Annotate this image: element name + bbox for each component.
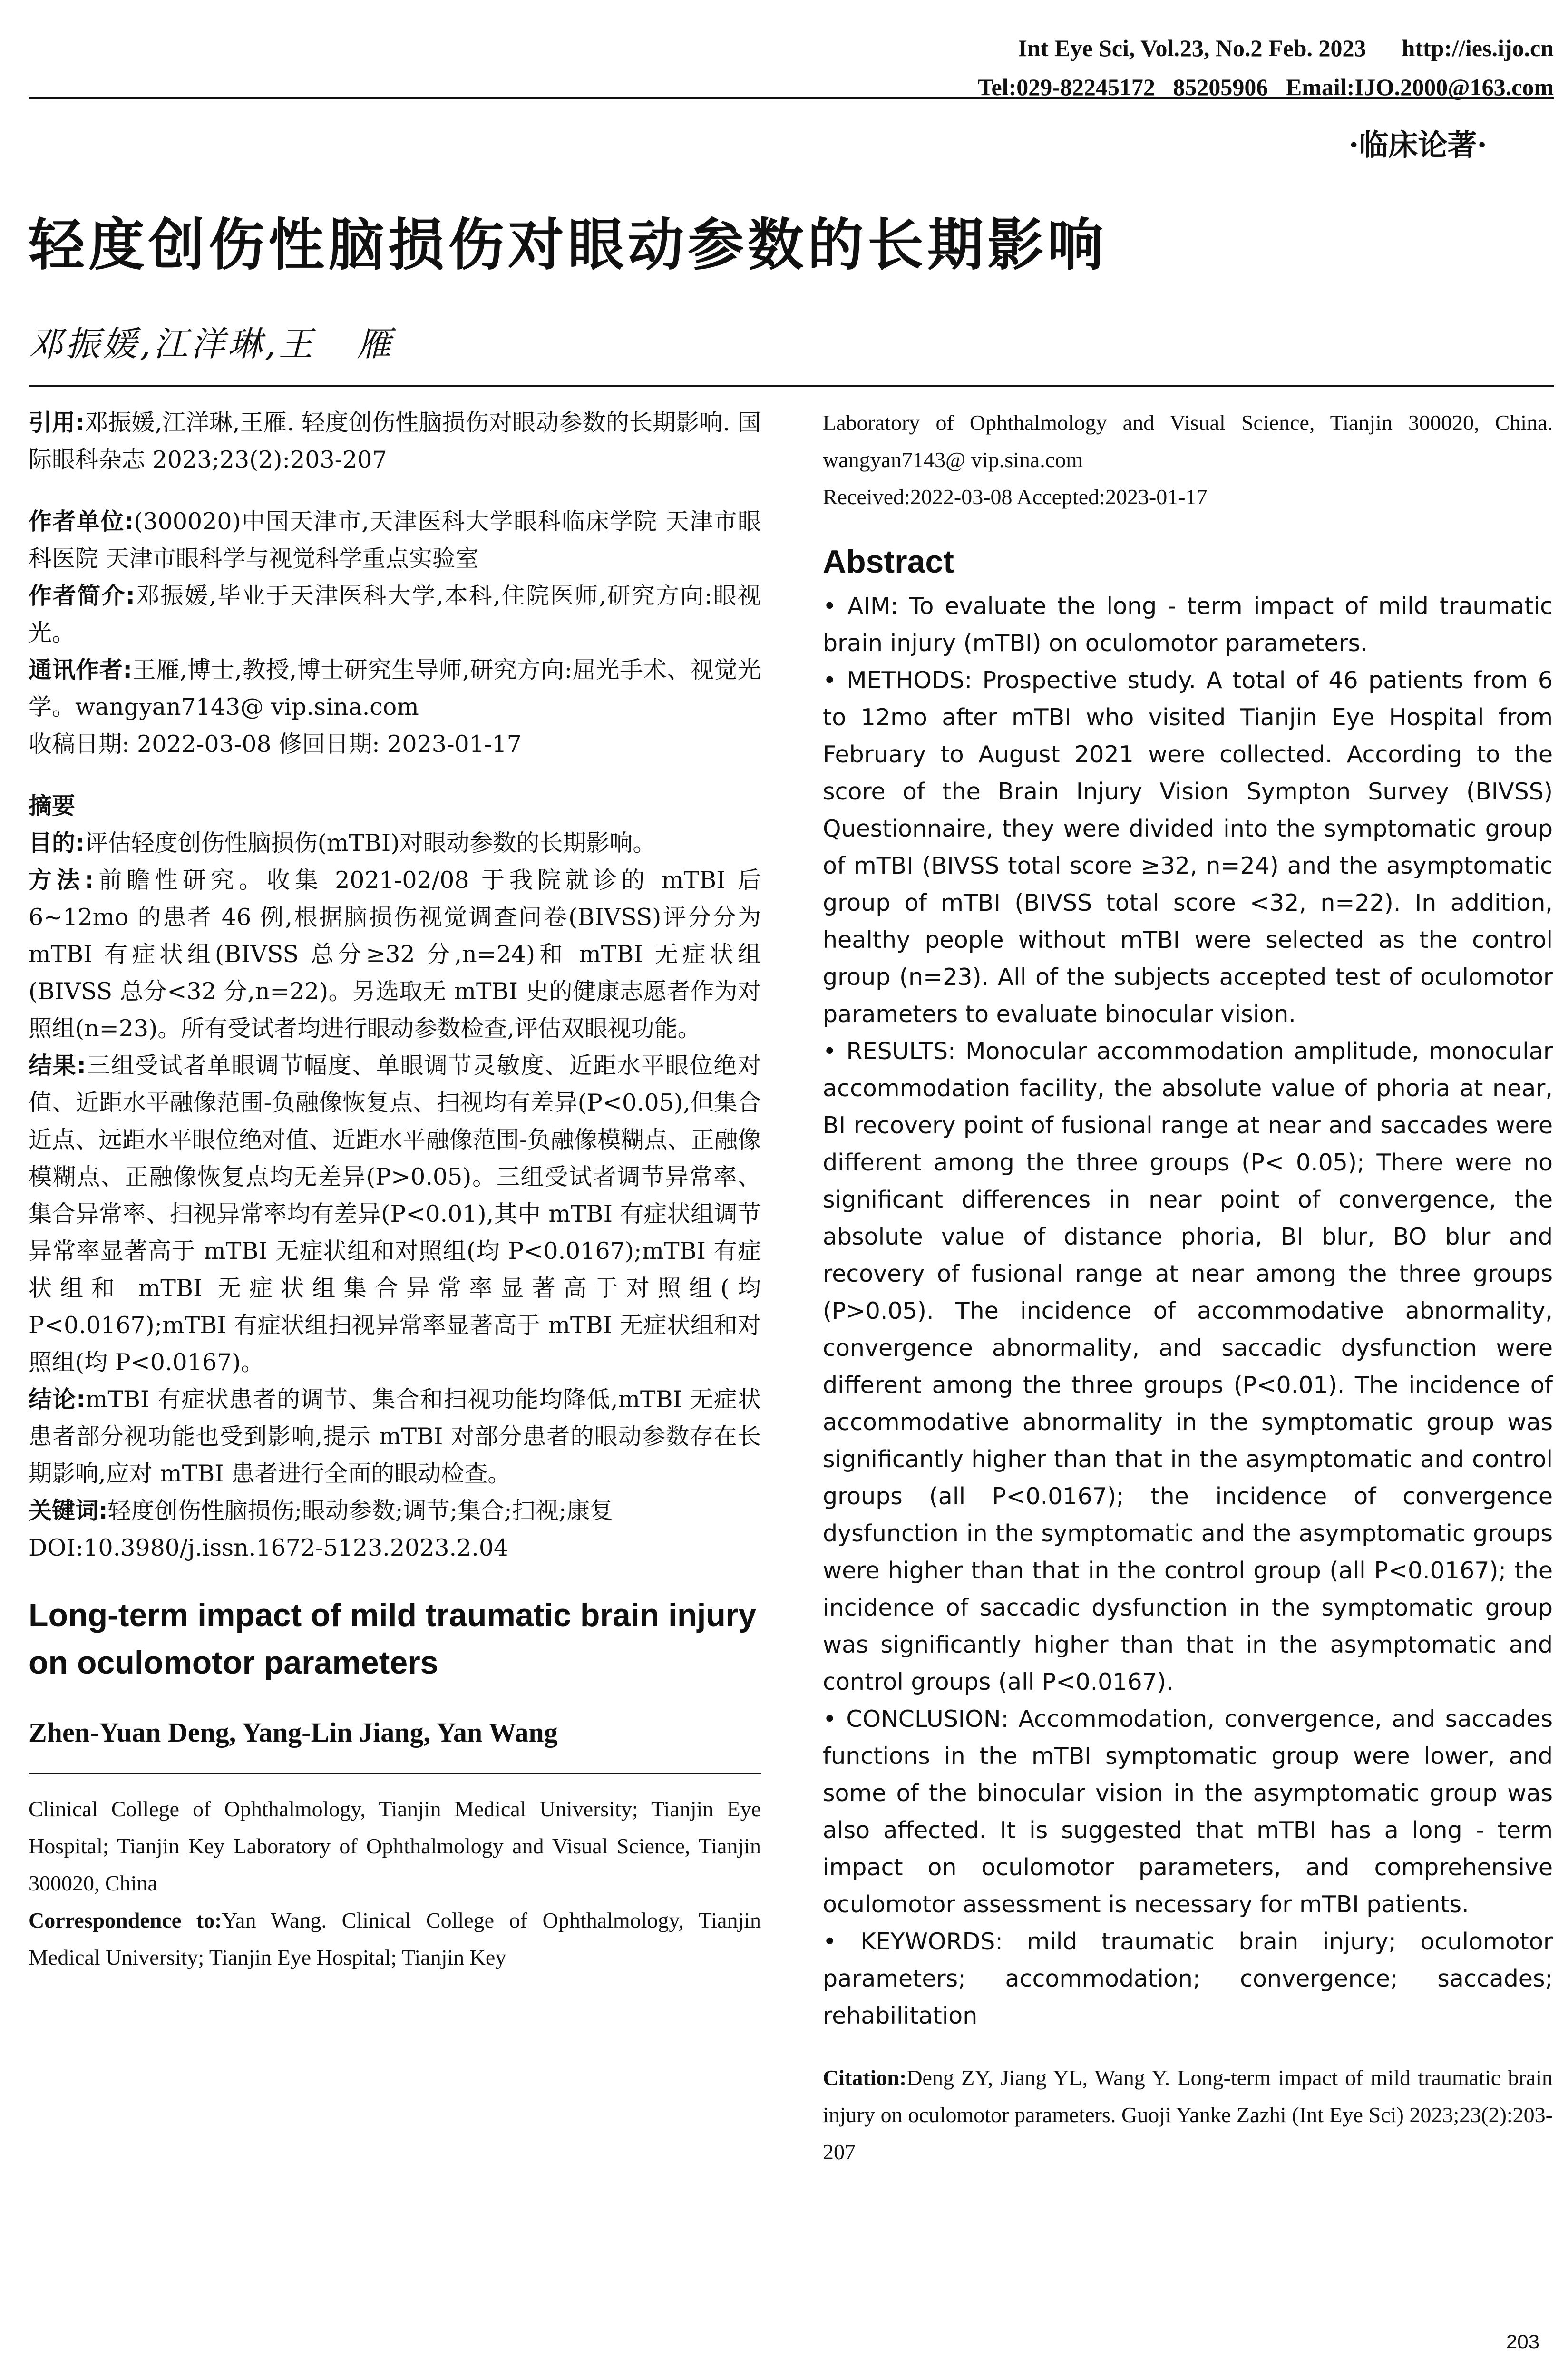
- keywords-en: • KEYWORDS: mild traumatic brain injury; oculomotor parameters; accommodation; convergence; saccades; rehabilitation: [823, 1928, 1553, 2029]
- contact-line: Tel:029-82245172 85205906 Email:IJO.2000@163.com: [977, 74, 1554, 100]
- right-column: [823, 404, 1553, 2171]
- english-title: Long-term impact of mild traumatic brain injury on oculomotor parameters: [29, 1597, 757, 1681]
- authors-rule: [29, 1773, 761, 1774]
- conclusion-en: • CONCLUSION: Accommodation, convergence, and saccades functions in the mTBI symptomatic group were lower, and some of the binocular vision in the asymptomatic group was also affected. It is suggested that mTBI has a long - term impact on oculomotor parameters, and comprehensive oculomotor assessment is necessary for mTBI patients.: [823, 1705, 1553, 1918]
- correspondence-cn: 通讯作者:王雁,博士,教授,博士研究生导师,研究方向:屈光手术、视觉光学。wangyan7143@ vip.sina.com: [29, 656, 761, 721]
- conclusion-cn: 结论:mTBI 有症状患者的调节、集合和扫视功能均降低,mTBI 无症状患者部分视功能也受到影响,提示 mTBI 对部分患者的眼动参数存在长期影响,应对 mTBI 患者进行全面的眼动检查。: [29, 1386, 761, 1487]
- received-accepted: Received:2022-03-08 Accepted:2023-01-17: [823, 485, 1208, 509]
- methods-en: • METHODS: Prospective study. A total of 46 patients from 6 to 12mo after mTBI who visited Tianjin Eye Hospital from February to August 2021 were collected. According to the score of the Brain Injury Vision Sympton Survey (BIVSS) Questionnaire, they were divided into the symptomatic group of mTBI (BIVSS total score ≥32, n=24) and the asymptomatic group of mTBI (BIVSS total score <32, n=22). In addition, healthy people without mTBI were selected as the control group (n=23). All of the subjects accepted test of oculomotor parameters to evaluate binocular vision.: [823, 667, 1553, 1028]
- header-rule: [29, 97, 1554, 99]
- methods-cn: 方法:前瞻性研究。收集 2021-02/08 于我院就诊的 mTBI 后 6~12mo 的患者 46 例,根据脑损伤视觉调查问卷(BIVSS)评分分为 mTBI 有症状组(BIVSS 总分≥32 分,n=24)和 mTBI 无症状组(BIVSS 总分<32 分,n=22)。另选取无 mTBI 史的健康志愿者作为对照组(n=23)。所有受试者均进行眼动参数检查,评估双眼视功能。: [29, 867, 761, 1042]
- english-affiliation: Clinical College of Ophthalmology, Tianjin Medical University; Tianjin Eye Hospital; Tianjin Key Laboratory of Ophthalmology and Visual Science, Tianjin 300020, China: [29, 1797, 761, 1895]
- english-correspondence: Correspondence to:Yan Wang. Clinical College of Ophthalmology, Tianjin Medical University; Tianjin Eye Hospital; Tianjin Key: [29, 1908, 761, 1969]
- doi: DOI:10.3980/j.issn.1672-5123.2023.2.04: [29, 1534, 509, 1561]
- journal-header: [978, 29, 1554, 107]
- abstract-heading-cn: 摘要: [29, 792, 76, 819]
- journal-line: Int Eye Sci, Vol.23, No.2 Feb. 2023 http://ies.ijo.cn: [1018, 35, 1554, 61]
- correspondence-continued: Laboratory of Ophthalmology and Visual Science, Tianjin 300020, China. wangyan7143@ vip.sina.com: [823, 410, 1553, 472]
- page-number: 203: [1506, 2330, 1539, 2353]
- page-title: 轻度创伤性脑损伤对眼动参数的长期影响: [29, 212, 1108, 278]
- aim-cn: 目的:评估轻度创伤性脑损伤(mTBI)对眼动参数的长期影响。: [29, 829, 656, 857]
- aim-en: • AIM: To evaluate the long - term impact of mild traumatic brain injury (mTBI) on oculomotor parameters.: [823, 593, 1553, 657]
- affiliation-cn: 作者单位:(300020)中国天津市,天津医科大学眼科临床学院 天津市眼科医院 天津市眼科学与视觉科学重点实验室: [29, 508, 761, 572]
- citation-en: Citation:Deng ZY, Jiang YL, Wang Y. Long-term impact of mild traumatic brain injury on oculomotor parameters. Guoji Yanke Zazhi (Int Eye Sci) 2023;23(2):203-207: [823, 2065, 1553, 2164]
- results-cn: 结果:三组受试者单眼调节幅度、单眼调节灵敏度、近距水平眼位绝对值、近距水平融像范围-负融像恢复点、扫视均有差异(P<0.05),但集合近点、远距水平眼位绝对值、近距水平融像范围-负融像模糊点、正融像模糊点、正融像恢复点均无差异(P>0.05)。三组受试者调节异常率、集合异常率、扫视异常率均有差异(P<0.01),其中 mTBI 有症状组调节异常率显著高于 mTBI 无症状组和对照组(均 P<0.0167);mTBI 有症状组和 mTBI 无症状组集合异常率显著高于对照组(均 P<0.0167);mTBI 有症状组扫视异常率显著高于 mTBI 无症状组和对照组(均 P<0.0167)。: [29, 1052, 761, 1376]
- dates-cn: 收稿日期: 2022-03-08 修回日期: 2023-01-17: [29, 731, 522, 758]
- english-authors: Zhen-Yuan Deng, Yang-Lin Jiang, Yan Wang: [29, 1717, 558, 1748]
- citation-cn: 引用:邓振媛,江洋琳,王雁. 轻度创伤性脑损伤对眼动参数的长期影响. 国际眼科杂志 2023;23(2):203-207: [29, 409, 761, 473]
- title-rule: [29, 385, 1554, 387]
- left-column: [29, 404, 761, 1976]
- abstract-heading-en: Abstract: [823, 544, 954, 580]
- author-bio-cn: 作者简介:邓振媛,毕业于天津医科大学,本科,住院医师,研究方向:眼视光。: [29, 582, 761, 646]
- authors-cn: 邓振媛,江洋琳,王 雁: [29, 324, 394, 364]
- section-label: ·临床论著·: [1348, 127, 1487, 162]
- keywords-cn: 关键词:轻度创伤性脑损伤;眼动参数;调节;集合;扫视;康复: [29, 1497, 614, 1524]
- results-en: • RESULTS: Monocular accommodation amplitude, monocular accommodation facility, the absolute value of phoria at near, BI recovery point of fusional range at near and saccades were different among the three groups (P< 0.05); There were no significant differences in near point of convergence, the absolute value of distance phoria, BI blur, BO blur and recovery of fusional range at near among the three groups (P>0.05). The incidence of accommodative abnormality, convergence abnormality, and saccadic dysfunction were different among the three groups (P<0.01). The incidence of accommodative abnormality in the symptomatic group was significantly higher than that in the asymptomatic and control groups (all P<0.0167); the incidence of convergence dysfunction in the symptomatic and the asymptomatic groups were higher than that in the control group (all P<0.0167); the incidence of saccadic dysfunction in the symptomatic group was significantly higher than that in the asymptomatic and control groups (all P<0.0167).: [823, 1038, 1553, 1695]
